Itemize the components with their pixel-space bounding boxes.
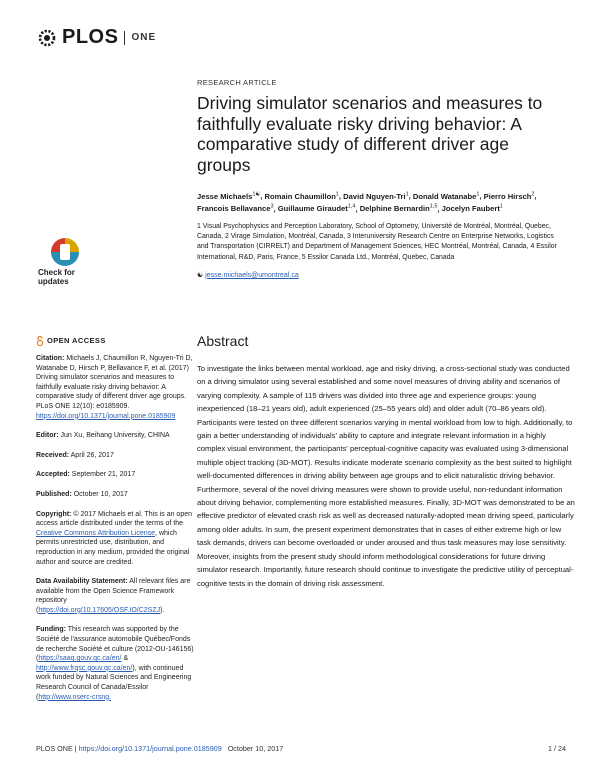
email-link[interactable]: jesse.michaels@umontreal.ca (205, 271, 299, 279)
author-affiliation-sup: 1 (499, 203, 503, 210)
copyright-label: Copyright: (36, 510, 72, 518)
plos-logo-icon (36, 27, 62, 49)
journal-name: ONE (131, 32, 157, 43)
editor-text: Jun Xu, Beihang University, CHINA (60, 432, 170, 440)
page-number: 1 / 24 (548, 744, 566, 753)
citation-text: Michaels J, Chaumillon R, Nguyen-Tri D, Watanabe D, Hirsch P, Bellavance F, et al. (2017) Driving simulator scenarios and measures to faithfully evaluate risky driving behavior: A comparative study of different driver age groups. PLoS ONE 12(10): e0185909. (36, 355, 193, 410)
footer-separator: | (72, 744, 79, 753)
author-affiliation-sup: 2 (531, 191, 535, 197)
author-affiliation-sup: 1 (405, 191, 409, 197)
article-title: Driving simulator scenarios and measures to faithfully evaluate risky driving behavior: A comparative study of different driver age groups (197, 93, 543, 175)
saaq-link[interactable]: https://saaq.gouv.qc.ca/en/ (38, 655, 122, 663)
open-access-badge (36, 336, 194, 346)
citation-doi-link[interactable]: https://doi.org/10.1371/journal.pone.0185909 (36, 412, 176, 420)
logo-text: PLOS (62, 26, 119, 48)
osf-link[interactable]: https://doi.org/10.17605/OSF.IO/C2SZJ (38, 606, 161, 614)
editor-block (36, 431, 194, 441)
funding-text-1: This research was supported by the Société de l'assurance automobile Québec/Fonds de recherche Société et culture (2012-OU-146156) ( (36, 626, 194, 663)
author-name: David Nguyen-Tri$^1$ (343, 191, 409, 201)
author-name: Jocelyn Faubert$^1$ (441, 203, 503, 214)
author-name: Pierro Hirsch$^2$ (483, 191, 535, 201)
data-availability-label: Data Availability Statement: (36, 578, 128, 586)
data-availability-block (36, 577, 194, 615)
author-list: Jesse Michaels$^{1☯}$, Romain Chaumillon$^1$, David Nguyen-Tri$^1$, Donald Watanabe$^1$, Pierro Hirsch$^2$, Francois Bellavance$^3$, Guillaume Giraudet$^{1,4}$, Delphine Bernardin$^{1,5}$, Jocelyn Faubert$^1$ (197, 191, 537, 214)
accepted-date: September 21, 2017 (71, 471, 136, 479)
corresponding-email (197, 271, 567, 279)
copyright-block (36, 510, 194, 568)
plos-one-logo (36, 26, 156, 49)
article-header (197, 78, 567, 279)
abstract-text: To investigate the links between mental workload, age and risky driving, a cross-sectional study was conducted on a driving simulator using several established and some novel measures of driving ability and scenarios of varying complexity. A sample of 115 drivers was divided into three age and experience groups: young inexperienced (18–21 years old), adult experienced (25–55 years old) and older adult (70–86 years old). Participants were tested on three different scenarios varying in mental workload from low to high. Additionally, to gain a better understanding of individuals' ability to capture and integrate relevant information in a highly complex visual environment, the participants' perceptual-cognitive capacity was evaluated using 3-dimensional multiple object tracking (3D-MOT). Results indicate moderate scenario complexity as the best suited to highlight well-documented differences in driving ability between age groups and to elicit naturalistic driving behavior. Furthermore, several of the novel driving measures were shown to provide useful, non-redundant information about driving behavior, complementing more established measures. Finally, 3D-MOT was demonstrated to be an effective predictor of elevated crash risk as well as decreased naturally-adopted mean driving speed, particularly among older adults. In sum, the present experiment demonstrates that in cases of either extreme high or low task demands, drivers can become overloaded or under aroused and thus task measures may lose sensitivity. Moreover, insights from the present study should inform methodological considerations for future driving simulator research. Importantly, future research should continue to investigate the predictive utility of perceptual-cognitive tests in the domain of driving risk assessment. (197, 364, 575, 588)
published-date: October 10, 2017 (73, 490, 128, 498)
nserc-link[interactable]: http://www.nserc-crsng. (38, 693, 112, 701)
crossmark-label-line2: updates (38, 277, 69, 286)
citation-block (36, 354, 194, 421)
author-name: Francois Bellavance$^3$ (197, 203, 274, 214)
data-availability-text: All relevant files are available from the Open Science Framework repository ( (36, 578, 191, 614)
author-name: Delphine Bernardin$^{1,5}$ (359, 203, 438, 214)
published-label: Published: (36, 490, 72, 498)
open-access-label: OPEN ACCESS (47, 336, 106, 346)
funding-block (36, 625, 194, 702)
cc-license-link[interactable]: Creative Commons Attribution License (36, 529, 156, 537)
footer-left (36, 744, 283, 753)
author-name: Romain Chaumillon$^1$ (264, 191, 339, 201)
footer-doi-link[interactable]: https://doi.org/10.1371/journal.pone.0185909 (78, 744, 222, 753)
logo-separator (124, 31, 125, 45)
footer-date: October 10, 2017 (227, 744, 284, 753)
received-date: April 26, 2017 (70, 451, 114, 459)
author-name: Donald Watanabe$^1$ (412, 191, 480, 201)
author-affiliation-sup: 1,5 (429, 203, 438, 210)
editor-label: Editor: (36, 432, 59, 440)
page-footer (36, 744, 566, 758)
accepted-label: Accepted: (36, 471, 70, 479)
crossmark-label-line1: Check for (38, 268, 75, 277)
check-for-updates-badge[interactable] (36, 236, 94, 290)
author-affiliation-sup: 1 (476, 191, 480, 197)
funding-text-3: ), with continued work funded by Natural Sciences and Engineering Research Council of Canada/Essilor ( (36, 664, 192, 701)
accepted-block (36, 470, 194, 480)
author-affiliation-sup: 1 (335, 191, 339, 197)
funding-label: Funding: (36, 626, 66, 634)
frqsc-link[interactable]: http://www.frqsc.gouv.qc.ca/en/ (36, 664, 133, 672)
author-name: Jesse Michaels$^{1☯}$ (197, 191, 261, 201)
author-affiliation-sup: 3 (270, 203, 274, 210)
affiliations: 1 Visual Psychophysics and Perception Laboratory, School of Optometry, Université de Montréal, Montréal, Quebec, Canada, 2 Virage Simulation, Montréal, Canada, 3 Interuniversity Research Centre on Enterprise Networks, Logistics and Transportation (CIRRELT) and Department of Management Sciences, HEC Montréal, Montréal, Canada, 4 Essilor International, R&D, Paris, France, 5 Essilor Canada Ltd., Montréal, Quebec, Canada (197, 223, 557, 261)
article-type: RESEARCH ARTICLE (197, 78, 277, 87)
data-availability-text-2: ). (160, 606, 165, 614)
funding-text-2: & (121, 655, 129, 663)
author-affiliation-sup: 1,4 (347, 203, 356, 210)
email-symbol: ☯ (197, 271, 204, 279)
footer-journal: PLOS ONE (36, 744, 73, 753)
article-info-sidebar (36, 336, 194, 712)
citation-label: Citation: (36, 355, 65, 362)
copyright-text-1: © 2017 Michaels et al. This is an open access article distributed under the terms of the (36, 510, 192, 528)
open-lock-icon (36, 336, 44, 346)
author-name: Guillaume Giraudet$^{1,4}$ (277, 203, 356, 214)
crossmark-icon (48, 236, 82, 268)
author-affiliation-sup: 1☯ (252, 191, 261, 197)
published-block (36, 490, 194, 500)
received-block (36, 451, 194, 461)
abstract-heading: Abstract (197, 333, 249, 349)
received-label: Received: (36, 451, 70, 459)
copyright-text-2: , which permits unrestricted use, distribution, and reproduction in any medium, provided the original author and source are credited. (36, 529, 190, 566)
